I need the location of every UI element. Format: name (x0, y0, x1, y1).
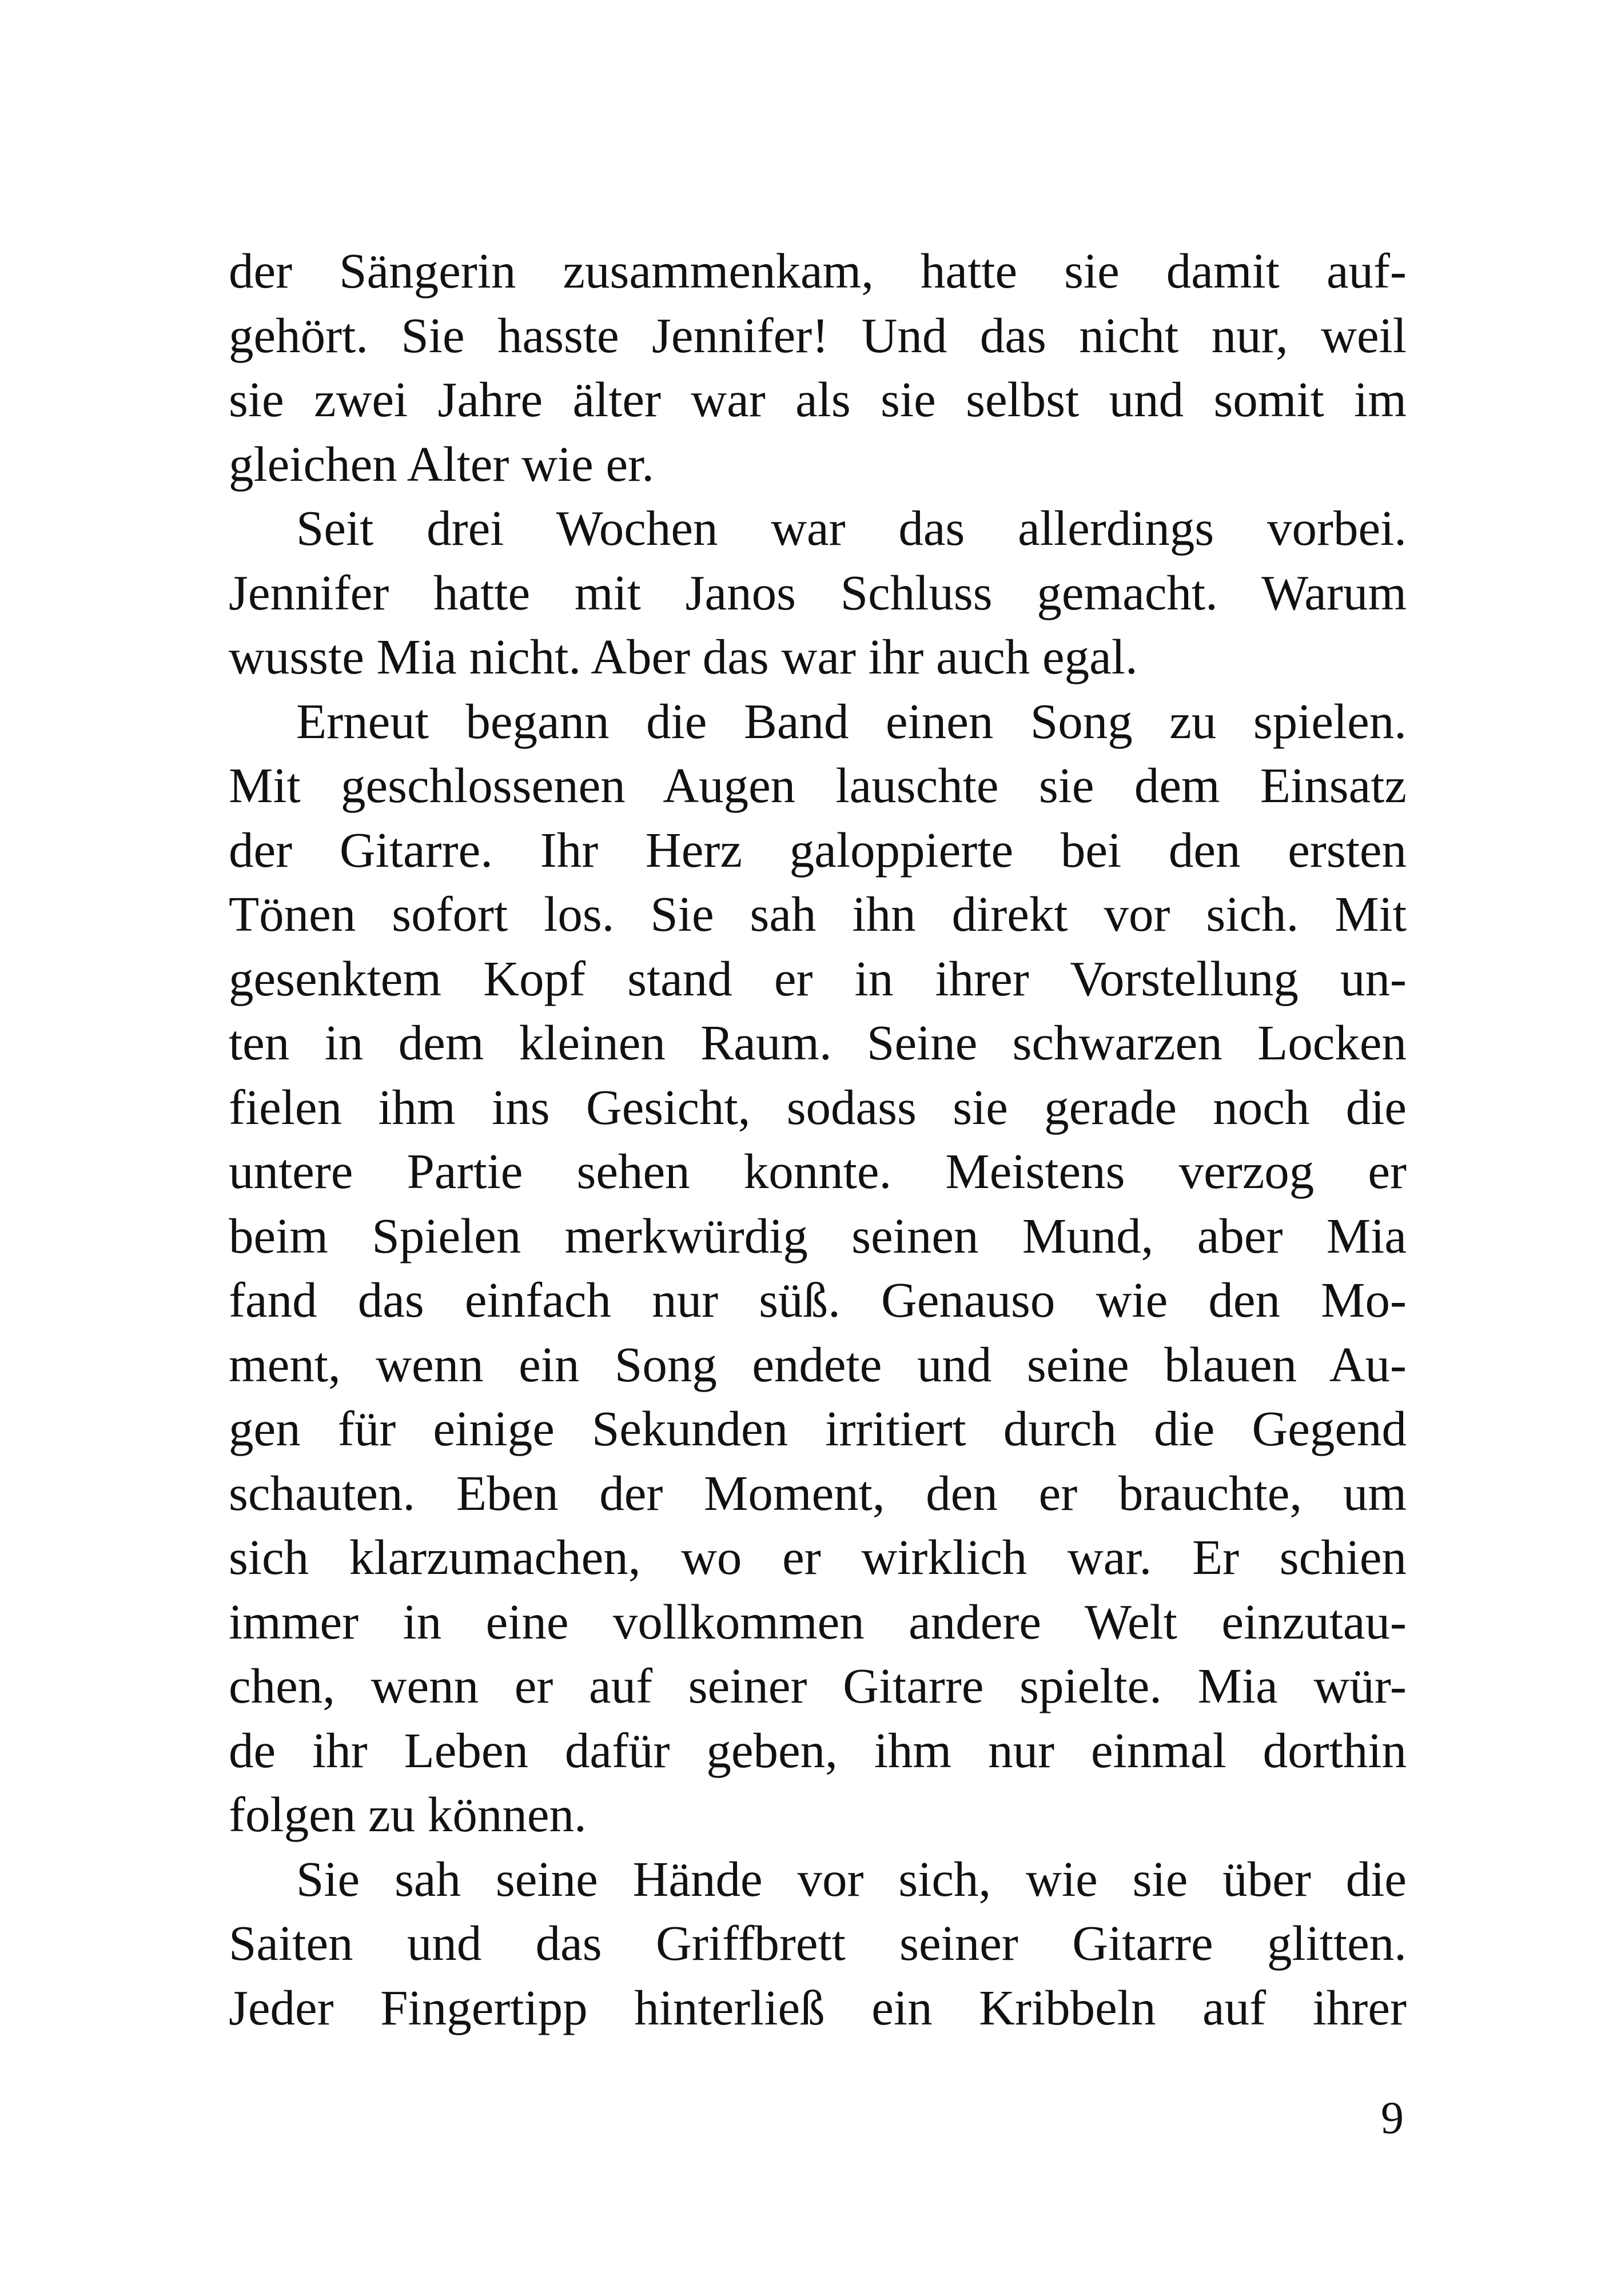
text-line: beim Spielen merkwürdig seinen Mund, aber Mia (229, 1207, 1407, 1263)
text-line: der Gitarre. Ihr Herz galoppierte bei den ersten (229, 822, 1407, 878)
paragraph-end-line: wusste Mia nicht. Aber das war ihr auch egal. (229, 629, 1138, 684)
paragraph-start-line: Sie sah seine Hände vor sich, wie sie über die (296, 1851, 1407, 1907)
text-line: chen, wenn er auf seiner Gitarre spielte. Mia wür- (229, 1658, 1407, 1713)
text-line: fielen ihm ins Gesicht, sodass sie gerade noch die (229, 1079, 1407, 1135)
text-line: Jeder Fingertipp hinterließ ein Kribbeln auf ihrer (229, 1979, 1407, 2035)
paragraph-start-line: Erneut begann die Band einen Song zu spielen. (296, 693, 1407, 749)
text-line: sich klarzumachen, wo er wirklich war. Er schien (229, 1529, 1407, 1585)
paragraph-start-line: Seit drei Wochen war das allerdings vorbei. (296, 500, 1407, 556)
text-line: sie zwei Jahre älter war als sie selbst und somit im (229, 372, 1407, 427)
paragraph-end-line: folgen zu können. (229, 1787, 587, 1842)
text-line: Jennifer hatte mit Janos Schluss gemacht. Warum (229, 564, 1407, 620)
text-line: untere Partie sehen konnte. Meistens verzog er (229, 1143, 1407, 1199)
body-text (229, 239, 1407, 2040)
text-line: Saiten und das Griffbrett seiner Gitarre glitten. (229, 1915, 1407, 1971)
text-line: immer in eine vollkommen andere Welt einzutau- (229, 1593, 1407, 1649)
text-line: de ihr Leben dafür geben, ihm nur einmal dorthin (229, 1722, 1407, 1778)
text-line: schauten. Eben der Moment, den er brauchte, um (229, 1465, 1407, 1521)
text-line: ment, wenn ein Song endete und seine blauen Au- (229, 1336, 1407, 1392)
text-line: gesenktem Kopf stand er in ihrer Vorstellung un- (229, 950, 1407, 1006)
page-number: 9 (1381, 2093, 1404, 2143)
text-line: ten in dem kleinen Raum. Seine schwarzen Locken (229, 1015, 1407, 1070)
text-line: Tönen sofort los. Sie sah ihn direkt vor sich. Mit (229, 886, 1407, 942)
text-line: gen für einige Sekunden irritiert durch die Gegend (229, 1401, 1407, 1456)
paragraph-end-line: gleichen Alter wie er. (229, 436, 655, 492)
text-line: fand das einfach nur süß. Genauso wie den Mo- (229, 1272, 1407, 1328)
text-line: der Sängerin zusammenkam, hatte sie damit auf- (229, 243, 1407, 298)
text-line: Mit geschlossenen Augen lauschte sie dem Einsatz (229, 758, 1407, 813)
text-line: gehört. Sie hasste Jennifer! Und das nicht nur, weil (229, 307, 1407, 363)
